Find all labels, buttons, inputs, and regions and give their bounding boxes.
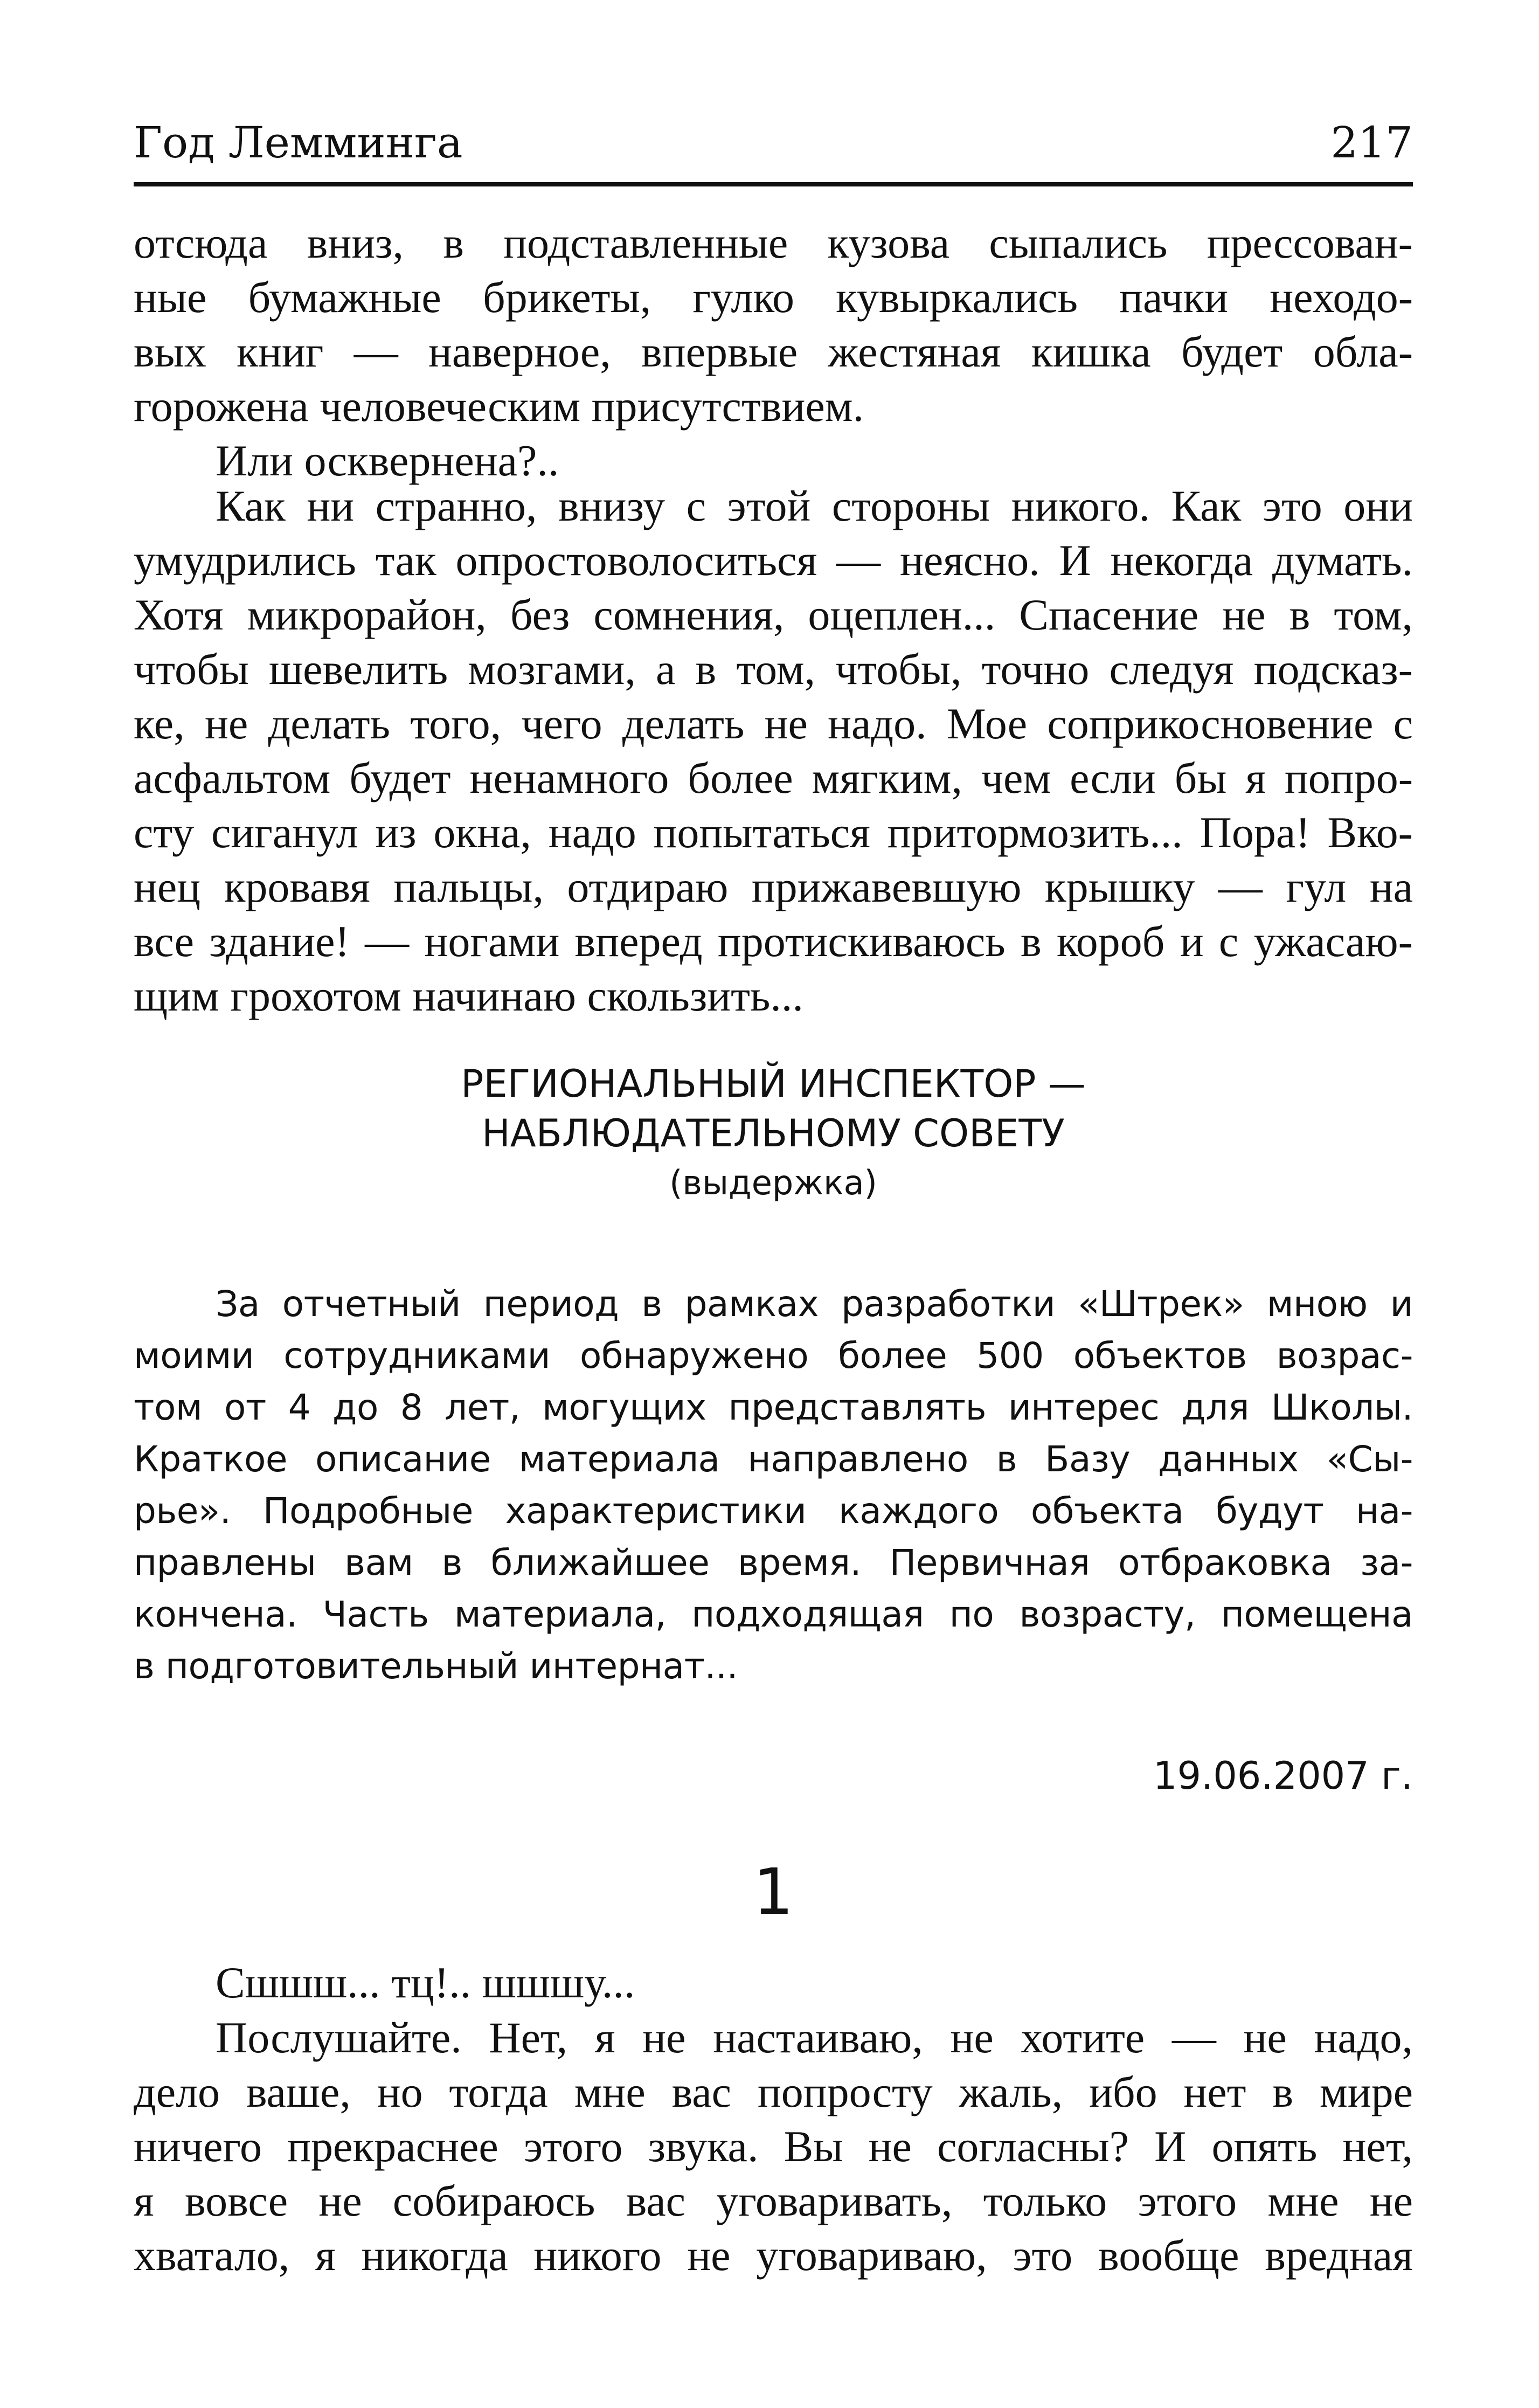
text-line: горожена человеческим присутствием. [134,382,864,431]
text-line: я вовсе не собираюсь вас уговаривать, только этого мне не [134,2176,1413,2225]
report-heading-line: РЕГИОНАЛЬНЫЙ ИНСПЕКТОР — [461,1062,1086,1106]
text-line: кончена. Часть материала, подходящая по возрасту, помещена [134,1594,1413,1635]
page-number: 217 [1330,117,1413,168]
text-line: асфальтом будет ненамного более мягким, чем если бы я попро- [134,753,1413,802]
text-line: отсюда вниз, в подставленные кузова сыпались прессован- [134,218,1413,267]
text-line: Краткое описание материала направлено в Базу данных «Сы- [134,1438,1413,1480]
text-line: ке, не делать того, чего делать не надо. Мое соприкосновение с [134,699,1413,748]
text-line: все здание! — ногами вперед протискиваюсь в короб и с ужасаю- [134,917,1413,966]
text-line: Как ни странно, внизу с этой стороны никого. Как это они [216,481,1413,530]
text-line: хватало, я никогда никого не уговариваю, это вообще вредная [134,2231,1413,2280]
text-line: умудрились так опростоволоситься — неясно. И некогда думать. [134,536,1413,585]
text-line: вых книг — наверное, впервые жестяная кишка будет обла- [134,327,1413,376]
text-line: ничего прекраснее этого звука. Вы не согласны? И опять нет, [134,2122,1413,2171]
text-line: рье». Подробные характеристики каждого объекта будут на- [134,1490,1413,1532]
text-line: в подготовительный интернат... [134,1645,738,1687]
text-line: Сшшш... тц!.. шшшу... [216,1958,635,2007]
report-date: 19.06.2007 г. [1153,1754,1413,1798]
text-line: нец кровавя пальцы, отдираю прижавевшую крышку — гул на [134,862,1413,911]
text-line: Хотя микрорайон, без сомнения, оцеплен... Спасение не в том, [134,590,1413,639]
chapter-opening [134,1955,1413,2010]
text-line: Или осквернена?.. [216,436,559,485]
paragraph-continuation [134,216,1413,433]
header-rule [134,182,1413,186]
report-heading-line: НАБЛЮДАТЕЛЬНОМУ СОВЕТУ [482,1111,1065,1155]
text-line: моими сотрудниками обнаружено более 500 объектов возрас- [134,1335,1413,1376]
text-line: Послушайте. Нет, я не настаиваю, не хотите — не надо, [216,2013,1413,2062]
paragraph-main [134,479,1413,1023]
text-line: щим грохотом начинаю скользить... [134,971,803,1020]
book-title: Год Лемминга [134,117,463,168]
report-body [134,1278,1413,1692]
text-line: дело ваше, но тогда мне вас попросту жаль, ибо нет в мире [134,2067,1413,2116]
running-head [134,110,1413,175]
text-line: сту сиганул из окна, надо попытаться притормозить... Пора! Вко- [134,808,1413,857]
report-heading [134,1059,1413,1208]
chapter-number: 1 [753,1855,794,1929]
text-line: За отчетный период в рамках разработки «Штрек» мною и [216,1283,1413,1325]
text-line: том от 4 до 8 лет, могущих представлять интерес для Школы. [134,1387,1413,1428]
text-line: чтобы шевелить мозгами, а в том, чтобы, точно следуя подсказ- [134,645,1413,694]
chapter-paragraph [134,2010,1413,2282]
text-line: ные бумажные брикеты, гулко кувыркались пачки неходо- [134,273,1413,322]
book-page [134,0,1413,2408]
report-subheading: (выдержка) [669,1163,877,1202]
text-line: правлены вам в ближайшее время. Первичная отбраковка за- [134,1542,1413,1583]
